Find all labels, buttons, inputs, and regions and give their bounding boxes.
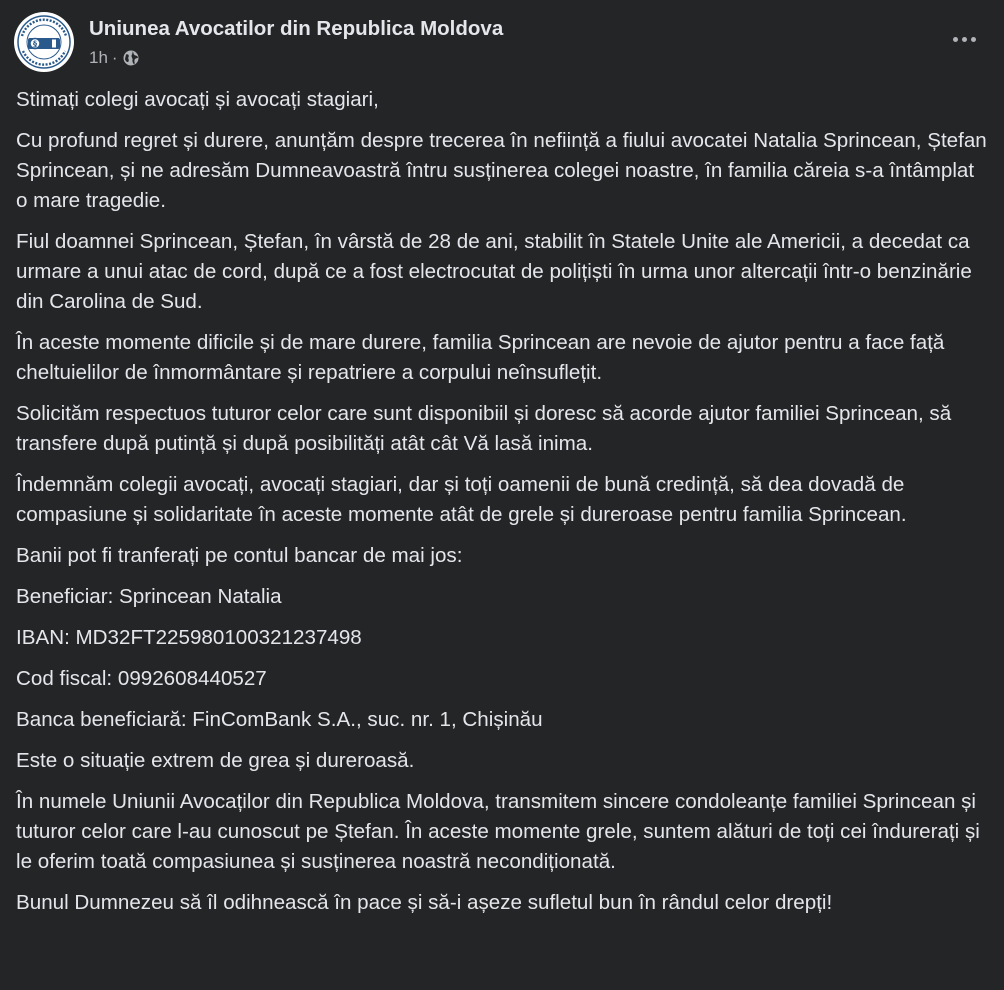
fiscal-code: Cod fiscal: 0992608440527 <box>16 667 267 690</box>
svg-text:§: § <box>33 39 37 49</box>
more-options-icon[interactable] <box>946 26 982 52</box>
paragraph-need: În aceste momente dificile și de mare durere, familia Sprincean are nevoie de ajutor pentru a face față cheltuielilor de înmormântare și repatriere a corpului neînsuflețit. <box>16 331 945 384</box>
bar-association-logo-icon <box>14 12 74 72</box>
post-meta <box>89 48 140 68</box>
paragraph-greeting: Stimați colegi avocați și avocați stagiari, <box>16 88 379 111</box>
globe-icon[interactable] <box>122 49 140 67</box>
beneficiary: Beneficiar: Sprincean Natalia <box>16 585 282 608</box>
paragraph-condolences: În numele Uniunii Avocaților din Republica Moldova, transmitem sincere condoleanțe familiei Sprincean și tuturor celor care l-au cunoscut pe Ștefan. În aceste momente grele, suntem alături de toți cei îndurerați și le oferim toată compasiunea și susținerea noastră necondiționată. <box>16 790 980 873</box>
meta-separator: · <box>111 48 118 67</box>
author-name[interactable]: Uniunea Avocatilor din Republica Moldova <box>89 17 504 40</box>
paragraph-situation: Este o situație extrem de grea și dureroasă. <box>16 749 415 772</box>
paragraph-transfer-intro: Banii pot fi tranferați pe contul bancar de mai jos: <box>16 544 463 567</box>
paragraph-details: Fiul doamnei Sprincean, Ștefan, în vârstă de 28 de ani, stabilit în Statele Unite ale Americii, a decedat ca urmare a unui atac de cord, după ce a fost electrocutat de polițiști în urma unor altercații într-o benzinărie din Carolina de Sud. <box>16 230 972 313</box>
paragraph-request: Solicităm respectuos tuturor celor care sunt disponibiil și doresc să acorde ajutor familiei Sprincean, să transfere după putință și după posibilități atât cât Vă lasă inima. <box>16 402 952 455</box>
paragraph-appeal: Îndemnăm colegii avocați, avocați stagiari, dar și toți oamenii de bună credință, să dea dovadă de compasiune și solidaritate în aceste momente atât de grele și dureroase pentru familia Sprincean. <box>16 473 907 526</box>
post-text <box>16 85 991 929</box>
iban: IBAN: MD32FT225980100321237498 <box>16 626 362 649</box>
paragraph-closing: Bunul Dumnezeu să îl odihnească în pace și să-i așeze sufletul bun în rândul celor drepți! <box>16 891 833 914</box>
beneficiary-bank: Banca beneficiară: FinComBank S.A., suc. nr. 1, Chișinău <box>16 708 543 731</box>
avatar[interactable] <box>14 12 74 72</box>
post-header <box>14 12 990 72</box>
timestamp[interactable]: 1h <box>89 48 108 67</box>
paragraph-announcement: Cu profund regret și durere, anunțăm despre trecerea în neființă a fiului avocatei Natalia Sprincean, Ștefan Sprincean, și ne adresăm Dumneavoastră întru susținerea colegei noastre, în familia căreia s-a întâmplat o mare tragedie. <box>16 129 987 212</box>
